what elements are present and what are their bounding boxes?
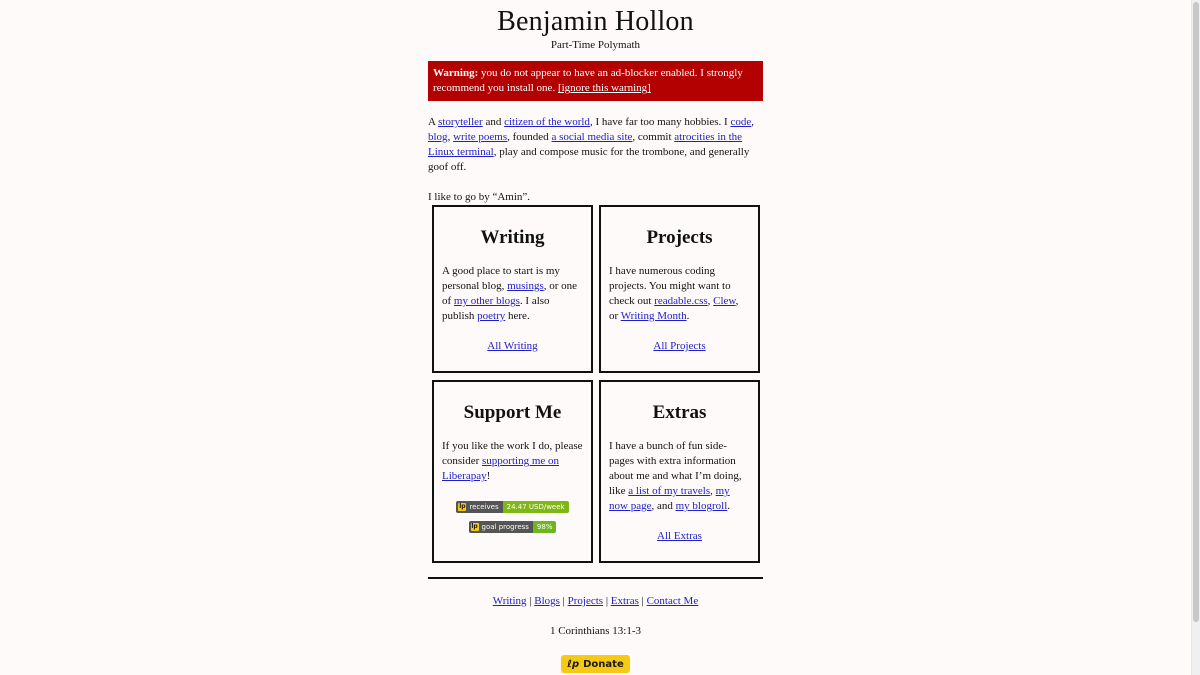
projects-card-title: Projects (646, 227, 713, 248)
linux-terminal-link[interactable]: atrocities in the Linux terminal (428, 131, 743, 158)
intro-text: , commit (632, 131, 675, 143)
now-page-link[interactable]: my now page (609, 485, 730, 512)
card-text: , (710, 485, 716, 497)
intro-paragraph (428, 115, 763, 175)
nav-separator: | (526, 595, 535, 607)
badge-label: receives (469, 503, 499, 511)
all-projects-link[interactable]: All Projects (653, 340, 706, 352)
badge-right: 24.47 USD/week (503, 501, 569, 513)
liberapay-icon: lp (459, 503, 466, 510)
poetry-link[interactable]: poetry (477, 310, 506, 322)
support-card (432, 380, 593, 563)
bible-verse: 1 Corinthians 13:1-3 (549, 625, 642, 637)
intro-text: A (428, 116, 439, 128)
nav-separator: | (603, 595, 611, 607)
footer-nav (428, 594, 763, 609)
travels-link[interactable]: a list of my travels (628, 485, 711, 497)
goal-progress-badge[interactable] (469, 521, 557, 533)
card-text: ! (486, 470, 491, 482)
social-media-site-link[interactable]: a social media site (551, 131, 633, 143)
card-text: . (686, 310, 690, 322)
card-text: I have numerous coding projects. You might want to check out (609, 265, 731, 307)
intro-text: , (751, 116, 754, 128)
blog-link[interactable]: blog (428, 131, 448, 143)
card-text: If you like the work I do, please consider (442, 440, 583, 467)
intro-text: , founded (507, 131, 552, 143)
storyteller-link[interactable]: storyteller (438, 116, 483, 128)
write-poems-link[interactable]: write poems (453, 131, 508, 143)
adblock-warning (428, 61, 763, 101)
liberapay-badges (442, 498, 583, 538)
all-writing-link[interactable]: All Writing (487, 340, 538, 352)
all-extras-link[interactable]: All Extras (657, 530, 702, 542)
writing-card (432, 205, 593, 373)
clew-link[interactable]: Clew (713, 295, 736, 307)
card-text: . I also publish (442, 295, 550, 322)
blogroll-link[interactable]: my blogroll (675, 500, 728, 512)
ignore-warning-link[interactable]: [ignore this warning] (557, 82, 651, 94)
projects-card (599, 205, 760, 373)
intro-text: and (482, 116, 505, 128)
footer-link-writing[interactable]: Writing (492, 595, 527, 607)
footer-link-projects[interactable]: Projects (567, 595, 604, 607)
card-text: here. (505, 310, 530, 322)
page-scrollbar[interactable] (1191, 0, 1200, 675)
writing-card-title: Writing (480, 227, 545, 248)
card-text: , (707, 295, 714, 307)
liberapay-link[interactable]: supporting me on Liberapay (442, 455, 560, 482)
nav-separator: | (638, 595, 647, 607)
card-text: , and (651, 500, 676, 512)
card-text: A good place to start is my personal blog, (442, 265, 560, 292)
intro-text: , I have far too many hobbies. I (589, 116, 731, 128)
nickname-paragraph: I like to go by “Amin”. (428, 191, 531, 203)
receives-badge[interactable] (456, 501, 568, 513)
writing-card-text (442, 264, 583, 324)
donate-label: Donate (583, 658, 624, 670)
projects-card-text (609, 264, 750, 324)
intro (428, 115, 763, 205)
footer-link-blogs[interactable]: Blogs (534, 595, 560, 607)
card-text: , or (609, 295, 739, 322)
intro-text: , play and compose music for the trombone, and generally goof off. (428, 146, 750, 173)
site-header (428, 8, 763, 53)
main-content (428, 0, 763, 220)
extras-card-text (609, 439, 750, 514)
support-card-title: Support Me (463, 402, 562, 423)
footer-link-extras[interactable]: Extras (610, 595, 639, 607)
badge-left (456, 501, 502, 513)
writing-month-link[interactable]: Writing Month (620, 310, 687, 322)
footer-divider (428, 577, 763, 579)
liberapay-icon: ℓp (567, 658, 580, 670)
footer-link-contact[interactable]: Contact Me (646, 595, 699, 607)
readable-css-link[interactable]: readable.css (654, 295, 708, 307)
badge-left (469, 521, 533, 533)
citizen-of-the-world-link[interactable]: citizen of the world (504, 116, 590, 128)
site-footer (428, 594, 763, 673)
support-card-text (442, 439, 583, 484)
badge-label: goal progress (481, 523, 529, 531)
liberapay-icon: lp (471, 523, 478, 530)
card-text: . (727, 500, 730, 512)
badge-right: 98% (533, 521, 557, 533)
other-blogs-link[interactable]: my other blogs (453, 295, 520, 307)
extras-card-title: Extras (652, 402, 707, 423)
intro-text: , (447, 131, 454, 143)
extras-card (599, 380, 760, 563)
musings-link[interactable]: musings (507, 280, 544, 292)
warning-text: you do not appear to have an ad-blocker enabled. I strongly recommend you install one. (433, 67, 743, 94)
warning-label: Warning: (433, 67, 479, 79)
code-link[interactable]: code (730, 116, 752, 128)
card-text: , or one of (442, 280, 578, 307)
donate-button[interactable] (561, 655, 629, 673)
nav-separator: | (559, 595, 568, 607)
site-subtitle: Part-Time Polymath (550, 39, 641, 51)
site-title: Benjamin Hollon (497, 6, 694, 37)
card-text: I have a bunch of fun side-pages with extra information about me and what I’m doing, like (609, 440, 742, 497)
scrollbar-thumb[interactable] (1193, 2, 1199, 622)
